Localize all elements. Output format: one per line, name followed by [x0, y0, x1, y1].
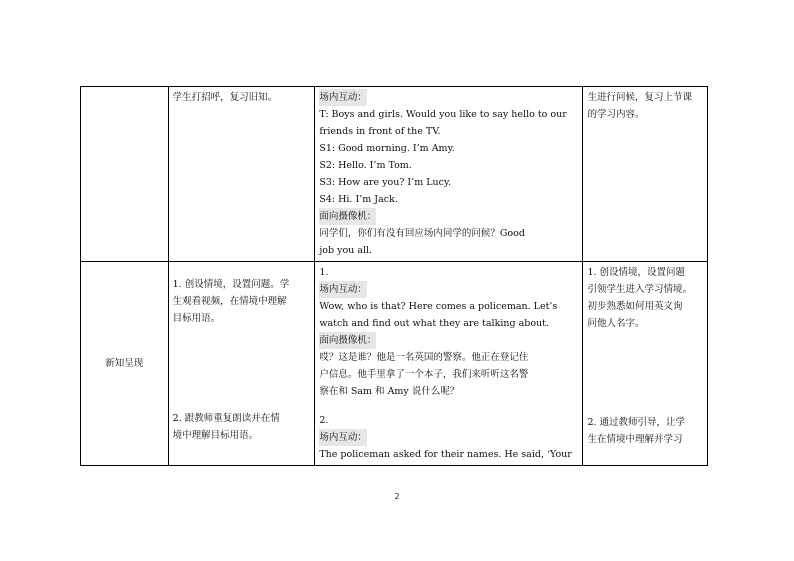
content-line: The policeman asked for their names. He said, ‘Your: [319, 449, 572, 460]
student-activity-cell: [168, 87, 315, 262]
purpose-line: 的学习内容。: [587, 109, 645, 120]
teaching-content-cell: [315, 262, 583, 466]
purpose-line: 初步熟悉如何用英文询: [587, 301, 683, 312]
content-line: friends in front of the TV.: [319, 126, 441, 137]
purpose-line: 生在情境中理解并学习: [587, 434, 683, 445]
content-line: S1: Good morning. I’m Amy.: [319, 143, 455, 154]
activity-text: 2. 跟教师重复朗读并在情: [172, 413, 280, 424]
camera-tag: 面向摄像机：: [319, 208, 376, 225]
table-row: [81, 262, 708, 466]
interaction-tag: 场内互动：: [319, 429, 367, 446]
interaction-tag: 场内互动：: [319, 89, 367, 106]
content-line: S3: How are you? I’m Lucy.: [319, 177, 452, 188]
purpose-line: 1. 创设情境，设置问题: [587, 267, 686, 278]
purpose-line: 2. 通过教师引导，让学: [587, 417, 686, 428]
content-line: 同学们，你们有没有回应场内同学的问候？Good: [319, 228, 525, 239]
activity-text: 目标用语。: [172, 313, 221, 324]
content-line: watch and find out what they are talking about.: [319, 318, 550, 329]
content-line: S2: Hello. I’m Tom.: [319, 160, 412, 171]
page-number: 2: [394, 492, 400, 501]
student-activity-cell: [168, 262, 315, 466]
step-number: 1.: [319, 267, 329, 278]
activity-text: 生观看视频，在情境中理解: [172, 296, 287, 307]
camera-tag: 面向摄像机：: [319, 332, 376, 349]
content-line: Wow, who is that? Here comes a policeman. Let’s: [319, 301, 558, 312]
content-line: 户信息。他手里拿了一个本子，我们来听听这名警: [319, 369, 529, 380]
content-line: 哎？这是谁？他是一名英国的警察。他正在登记住: [319, 352, 529, 363]
content-line: S4: Hi. I’m Jack.: [319, 194, 398, 205]
section-cell: [81, 87, 169, 262]
content-line: job you all.: [319, 245, 373, 256]
content-line: 察在和 Sam 和 Amy 说什么呢？: [319, 386, 460, 397]
design-purpose-cell: [583, 262, 708, 466]
teaching-content-cell: [315, 87, 583, 262]
purpose-line: 引领学生进入学习情境。: [587, 284, 692, 295]
activity-text: 境中理解目标用语。: [172, 430, 259, 441]
activity-text: 学生打招呼，复习旧知。: [172, 92, 278, 103]
content-line: T: Boys and girls. Would you like to say hello to our: [319, 109, 567, 120]
activity-text: 1. 创设情境，设置问题。学: [172, 279, 290, 290]
table-row: [81, 87, 708, 262]
lesson-plan-table: [80, 86, 708, 466]
purpose-line: 问他人名字。: [587, 318, 645, 329]
purpose-line: 生进行问候，复习上节课: [587, 92, 692, 103]
section-cell: 新知呈现: [81, 262, 169, 466]
interaction-tag: 场内互动：: [319, 281, 367, 298]
step-number: 2.: [319, 415, 329, 426]
design-purpose-cell: [583, 87, 708, 262]
